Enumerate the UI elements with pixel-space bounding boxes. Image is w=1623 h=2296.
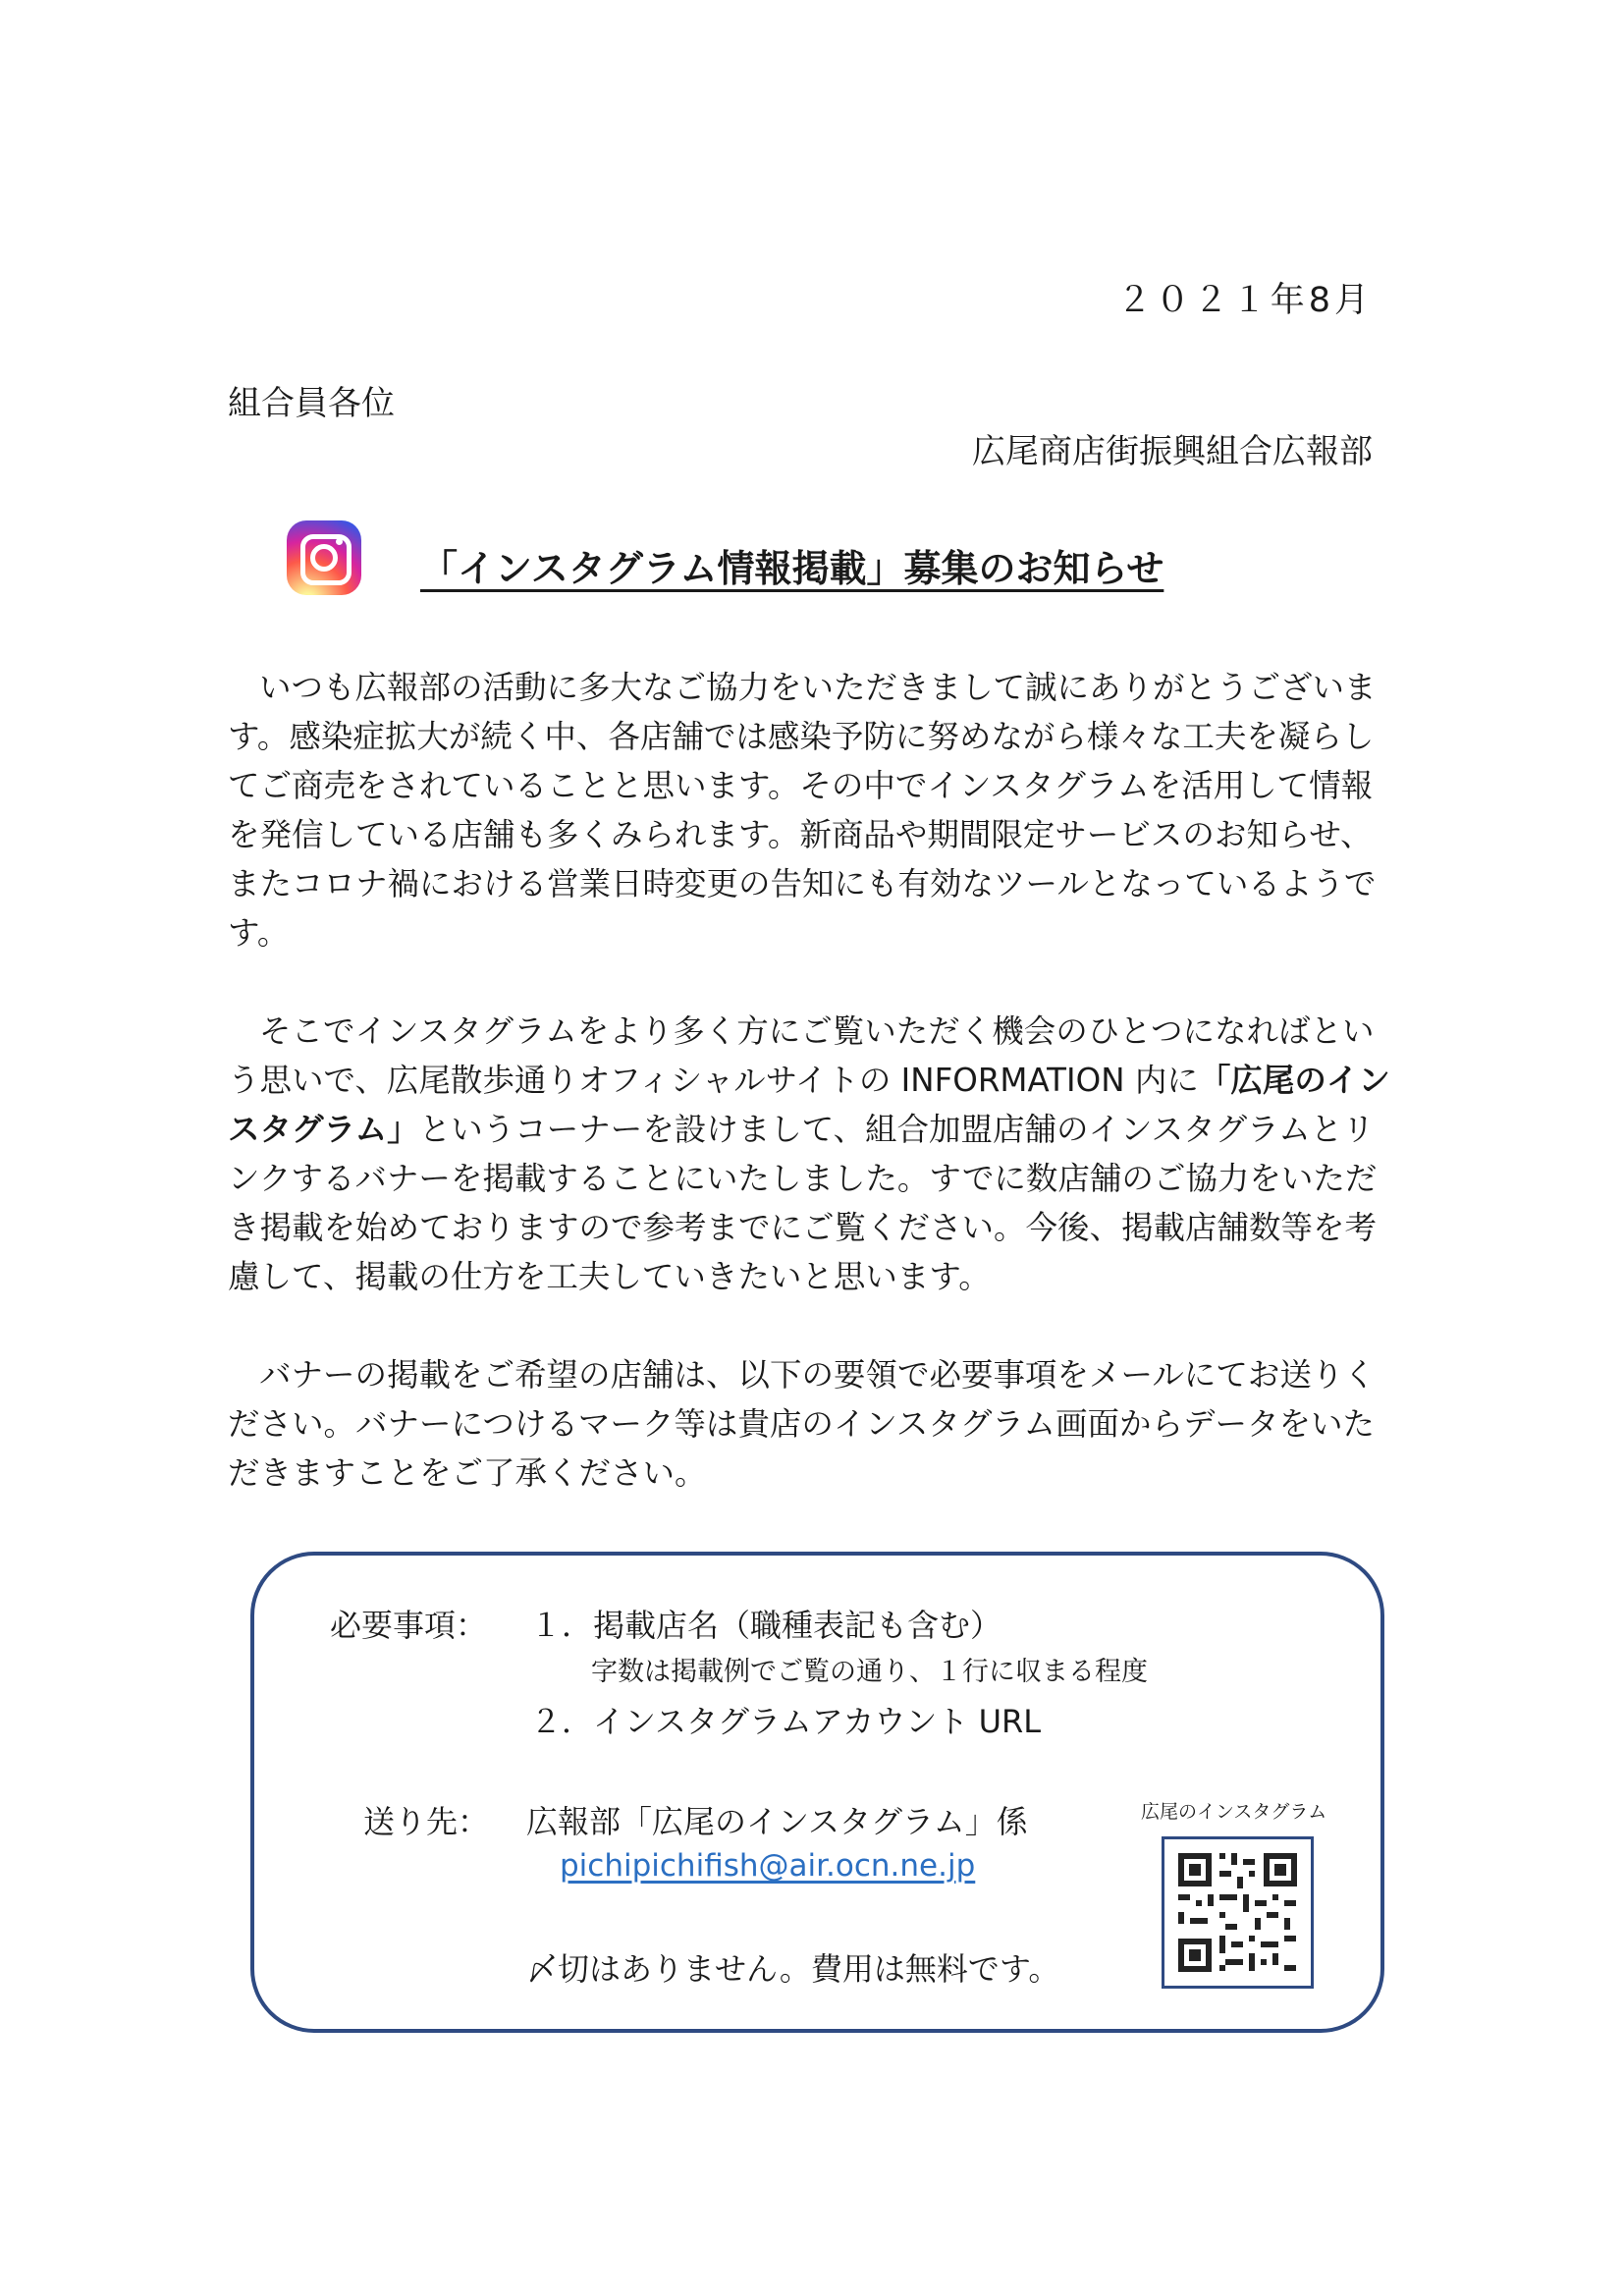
destination-label: 送り先： (363, 1803, 490, 1840)
requirements-label: 必要事項： (330, 1607, 488, 1644)
paragraph-corner-part-a: そこでインスタグラムをより多く方にご覧いただく機会のひとつになればという思いで、広尾散歩通りオフィシャルサイトの INFORMATION 内に (228, 1012, 1375, 1099)
document-title: 「インスタグラム情報掲載」募集のお知らせ (420, 547, 1164, 590)
destination: 広報部「広尾のインスタグラム」係 (526, 1803, 1028, 1840)
requirement-1: １．掲載店名（職種表記も含む） (530, 1607, 1002, 1644)
paragraph-intro: いつも広報部の活動に多大なご協力をいただきまして誠にありがとうございます。感染症拡大が続く中、各店舗では感染予防に努めながら様々な工夫を凝らしてご商売をされていることと思います。その中でインスタグラムを活用して情報を発信している店舗も多くみられます。新商品や期間限定サービスのお知らせ、またコロナ禍における営業日時変更の告知にも有効なツールとなっているようです。 (228, 669, 1377, 952)
corner-name: 「広尾のインスタグラム」 (228, 1062, 1390, 1148)
instagram-logo-icon (287, 520, 361, 595)
deadline-note: 〆切はありません。費用は無料です。 (526, 1950, 1060, 1988)
qr-code-icon[interactable] (1162, 1836, 1314, 1989)
paragraph-corner (228, 1007, 1391, 1301)
paragraph-corner-part-c: というコーナーを設けまして、組合加盟店舗のインスタグラムとリンクするバナーを掲載することにいたしました。すでに数店舗のご協力をいただき掲載を始めておりますので参考までにご覧ください。今後、掲載店舗数等を考慮して、掲載の仕方を工夫していきたいと思います。 (228, 1111, 1378, 1295)
addressee: 組合員各位 (228, 384, 395, 423)
sender: 広尾商店街振興組合広報部 (972, 432, 1373, 471)
requirement-1-note: 字数は掲載例でご覧の通り、１行に収まる程度 (591, 1657, 1148, 1687)
requirement-2: ２．インスタグラムアカウント URL (530, 1703, 1042, 1740)
document-date: ２０２１年8月 (1116, 281, 1373, 320)
paragraph-request: バナーの掲載をご希望の店舗は、以下の要領で必要事項をメールにてお送りください。バナーにつけるマーク等は貴店のインスタグラム画面からデータをいただきますことをご了承ください。 (228, 1356, 1376, 1492)
qr-label: 広尾のインスタグラム (1141, 1801, 1327, 1823)
email-link[interactable]: pichipichifish@air.ocn.ne.jp (560, 1848, 976, 1884)
